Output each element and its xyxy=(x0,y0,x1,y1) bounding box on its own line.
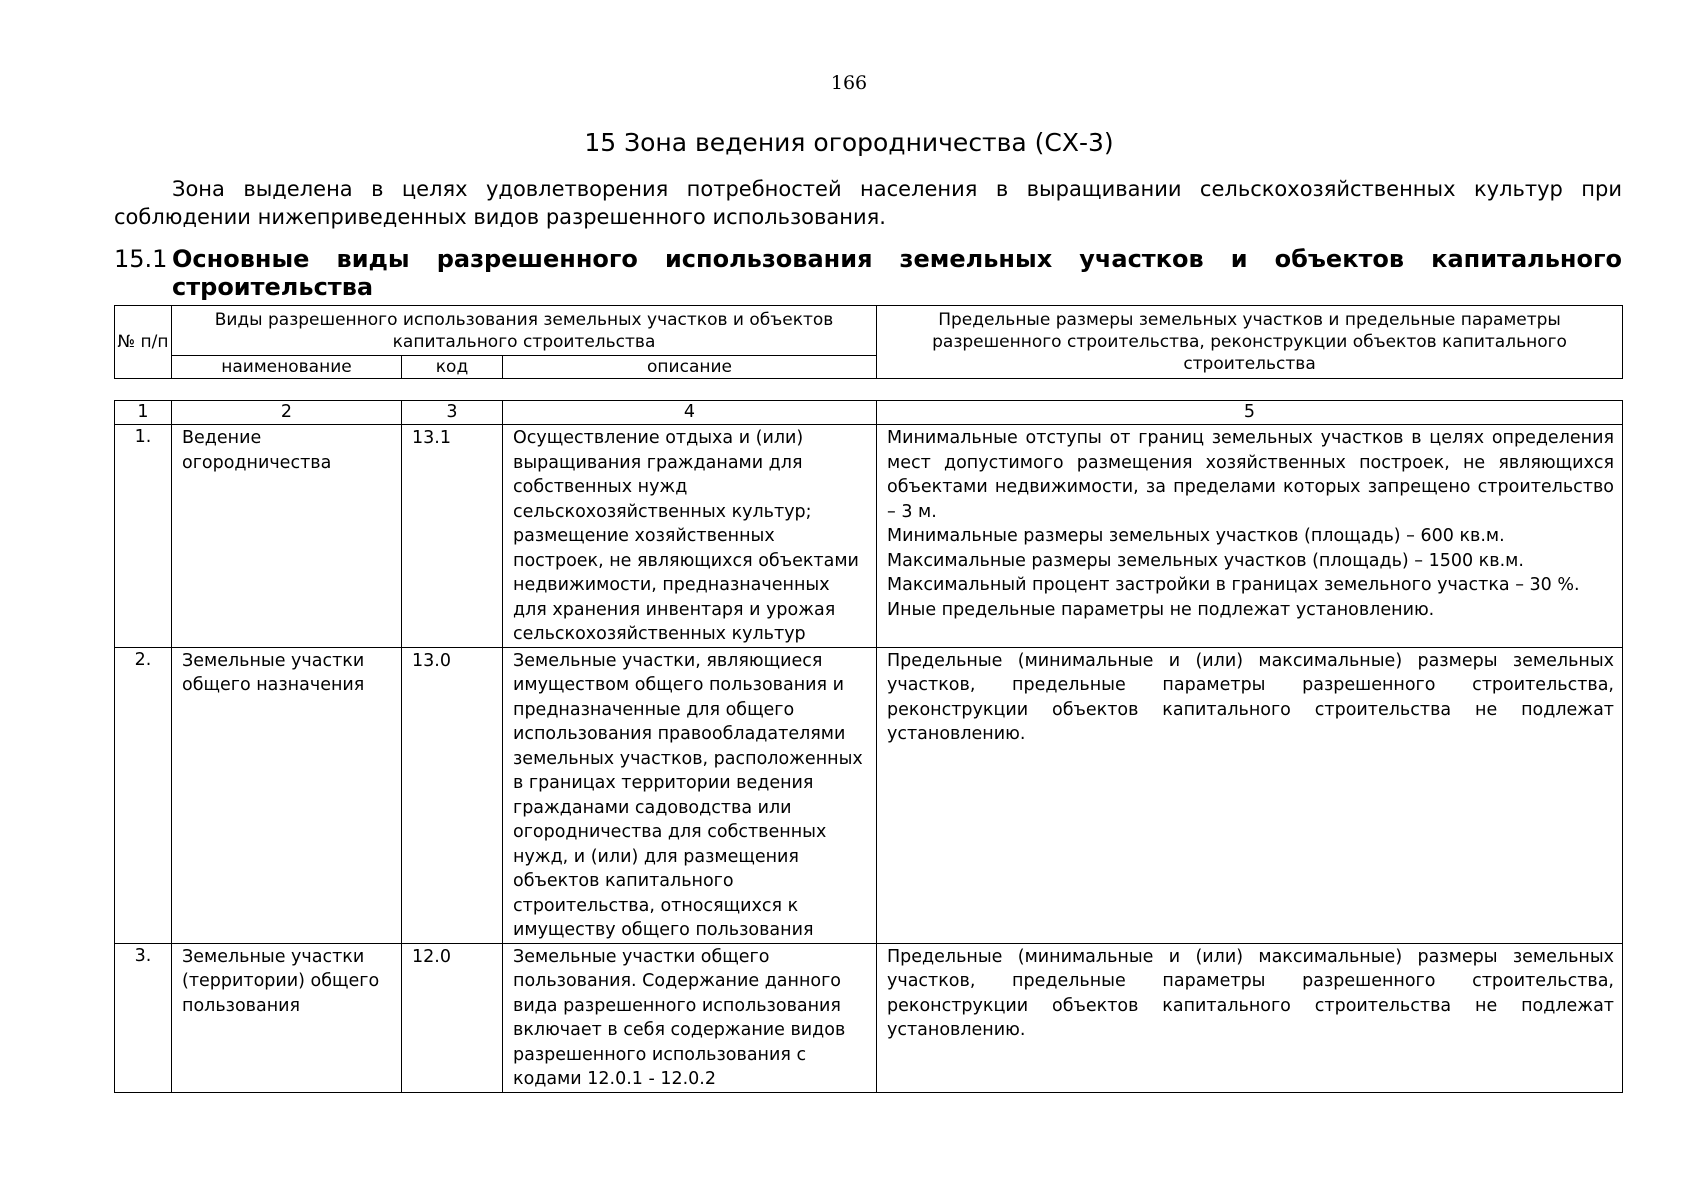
header-num: № п/п xyxy=(115,306,172,379)
row-limits xyxy=(877,647,1623,943)
table-row xyxy=(115,943,1623,1092)
row-number: 2. xyxy=(115,647,172,943)
zone-title: 15 Зона ведения огородничества (СХ-3) xyxy=(584,128,1114,157)
limit-paragraph: Предельные (минимальные и (или) максимальные) размеры земельных участков, предельные параметры разрешенного строительства, реконструкции объектов капитального строительства не подлежат установлению. xyxy=(887,946,1614,1040)
table-header xyxy=(114,305,1623,379)
section-title: Основные виды разрешенного использования земельных участков и объектов капитального строительства xyxy=(172,245,1622,301)
header-limits: Предельные размеры земельных участков и предельные параметры разрешенного строительства, реконструкции объектов капитального строительства xyxy=(877,306,1623,379)
column-number: 3 xyxy=(402,401,503,425)
header-description: описание xyxy=(503,356,877,379)
column-number: 2 xyxy=(172,401,402,425)
intro-paragraph: Зона выделена в целях удовлетворения потребностей населения в выращивании сельскохозяйственных культур при соблюдении нижеприведенных видов разрешенного использования. xyxy=(114,177,1622,229)
row-description: Осуществление отдыха и (или) выращивания гражданами для собственных нужд сельскохозяйственных культур; размещение хозяйственных построек, не являющихся объектами недвижимости, предназначенных для хранения инвентаря и урожая сельскохозяйственных культур xyxy=(503,425,877,648)
column-numbers-row xyxy=(115,401,1623,425)
row-name: Земельные участки общего назначения xyxy=(172,647,402,943)
column-number: 5 xyxy=(877,401,1623,425)
header-name: наименование xyxy=(172,356,402,379)
column-number: 4 xyxy=(503,401,877,425)
row-name: Ведение огородничества xyxy=(172,425,402,648)
column-number: 1 xyxy=(115,401,172,425)
limit-paragraph: Иные предельные параметры не подлежат установлению. xyxy=(887,599,1435,620)
table-row xyxy=(115,425,1623,648)
limit-paragraph: Максимальный процент застройки в границах земельного участка – 30 %. xyxy=(887,575,1580,595)
page-number: 166 xyxy=(830,72,868,94)
row-code: 13.0 xyxy=(402,647,503,943)
row-number: 3. xyxy=(115,943,172,1092)
section-heading xyxy=(114,245,1622,301)
limit-paragraph: Предельные (минимальные и (или) максимальные) размеры земельных участков, предельные параметры разрешенного строительства, реконструкции объектов капитального строительства не подлежат установлению. xyxy=(887,650,1614,744)
table-row xyxy=(115,647,1623,943)
limit-paragraph: Максимальные размеры земельных участков (площадь) – 1500 кв.м. xyxy=(887,550,1524,571)
row-description: Земельные участки, являющиеся имуществом общего пользования и предназначенные для общего использования правообладателями земельных участков, расположенных в границах территории ведения гражданами садоводства или огородничества для собственных нужд, и (или) для размещения объектов капитального строительства, относящихся к имуществу общего пользования xyxy=(503,647,877,943)
row-description: Земельные участки общего пользования. Содержание данного вида разрешенного использования включает в себя содержание видов разрешенного использования с кодами 12.0.1 - 12.0.2 xyxy=(503,943,877,1092)
limit-paragraph: Минимальные отступы от границ земельных участков в целях определения мест допустимого размещения хозяйственных построек, не являющихся объектами недвижимости, за пределами которых запрещено строительство – 3 м. xyxy=(887,428,1614,522)
row-number: 1. xyxy=(115,425,172,648)
section-number: 15.1 xyxy=(114,245,168,273)
row-code: 13.1 xyxy=(402,425,503,648)
header-group: Виды разрешенного использования земельных участков и объектов капитального строительства xyxy=(172,306,877,356)
limit-paragraph: Минимальные размеры земельных участков (площадь) – 600 кв.м. xyxy=(887,526,1505,546)
row-limits xyxy=(877,943,1623,1092)
header-code: код xyxy=(402,356,503,379)
row-limits xyxy=(877,425,1623,648)
data-table xyxy=(114,400,1623,1093)
row-name: Земельные участки (территории) общего пользования xyxy=(172,943,402,1092)
row-code: 12.0 xyxy=(402,943,503,1092)
